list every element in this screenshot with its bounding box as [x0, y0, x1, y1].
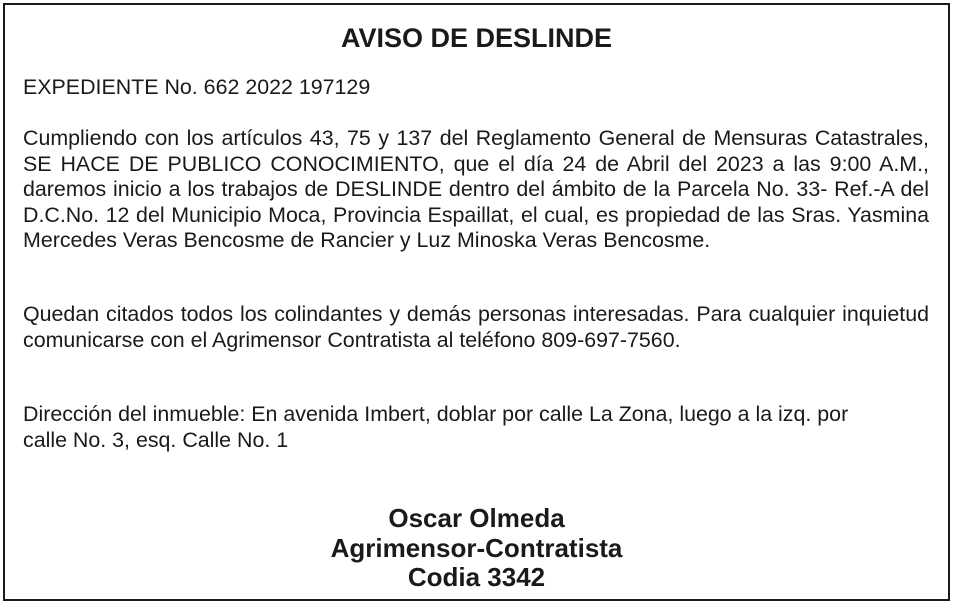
file-number: EXPEDIENTE No. 662 2022 197129 — [23, 75, 371, 99]
notice-title: AVISO DE DESLINDE — [340, 23, 613, 53]
legal-notice — [3, 3, 950, 601]
address-line-1: Dirección del inmueble: En avenida Imbert, doblar por calle La Zona, luego a la izq. por — [23, 402, 849, 426]
surveyor-name: Oscar Olmeda — [388, 503, 565, 533]
address-line-2: calle No. 3, esq. Calle No. 1 — [23, 427, 289, 452]
surveyor-role: Agrimensor-Contratista — [330, 532, 623, 563]
signature-block — [5, 504, 948, 593]
notice-paragraph-1: Cumpliendo con los artículos 43, 75 y 137 del Reglamento General de Mensuras Catastrales, SE HACE DE PUBLICO CONOCIMIENTO, que el día 24 de Abril del 2023 a las 9:00 A.M., daremos inicio a los trabajos de DESLINDE dentro del ámbito de la Parcela No. 33- Ref.-A del D.C.No. 12 del Municipio Moca, Provincia Espaillat, el cual, es propiedad de las Sras. Yasmina Mercedes Veras Bencosme de Rancier y Luz Minoska Veras Bencosme. — [23, 126, 929, 252]
notice-paragraph-2: Quedan citados todos los colindantes y demás personas interesadas. Para cualquier inquietud comunicarse con el Agrimensor Contratista al teléfono 809-697-7560. — [23, 302, 929, 352]
property-address — [23, 402, 929, 453]
codia-number: Codia 3342 — [407, 562, 546, 592]
